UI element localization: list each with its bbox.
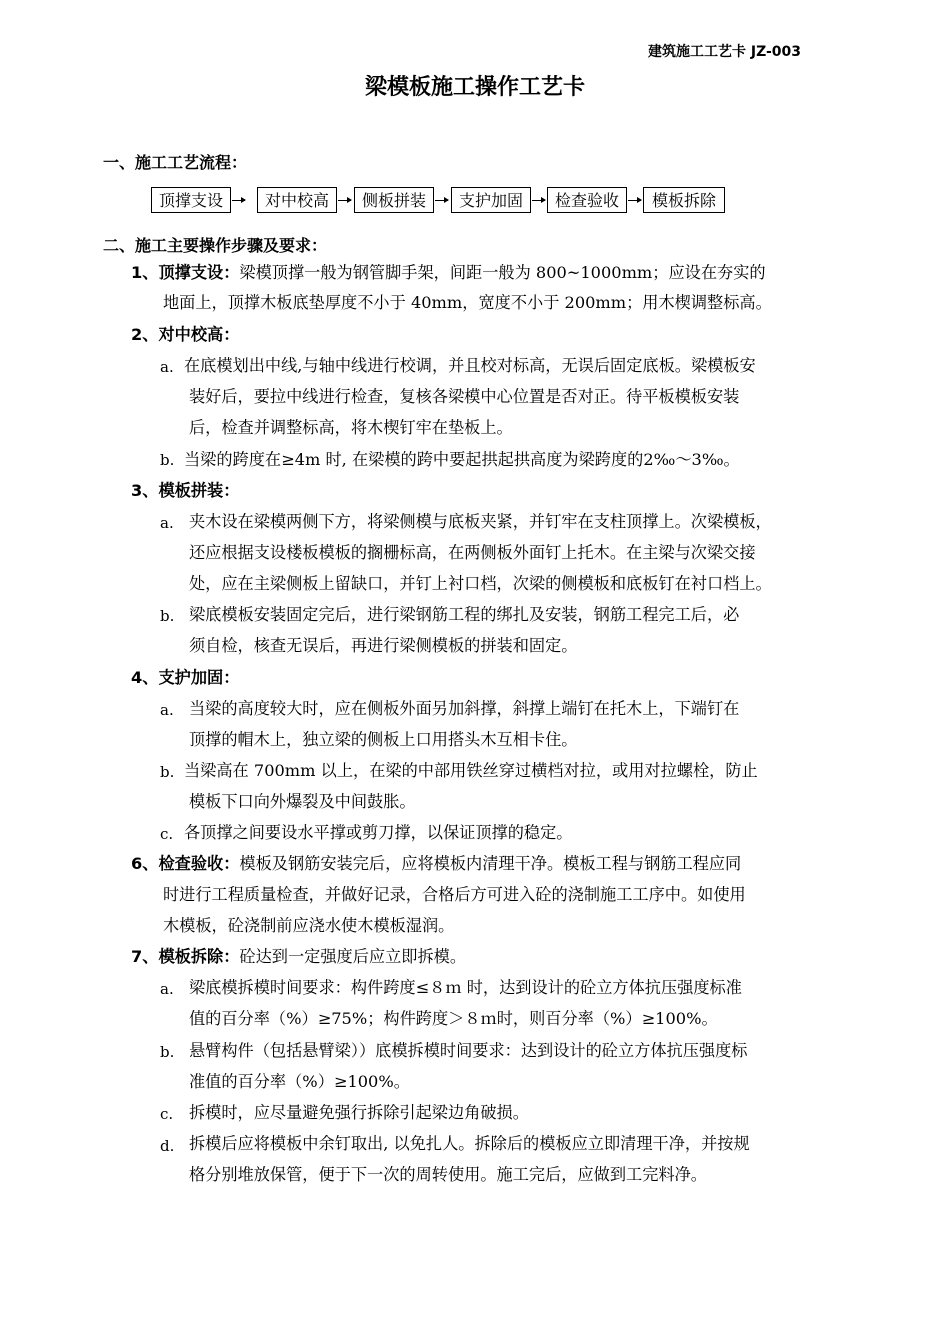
step-3b-line-1: 梁底模板安装固定完后，进行梁钢筋工程的绑扎及安装，钢筋工程完工后，必 (189, 605, 740, 624)
step-1-line-1 (131, 262, 766, 284)
flow-step-6: 模板拆除 (643, 187, 725, 213)
step-1-label: 1、顶撑支设： (131, 263, 240, 282)
flow-arrow-icon (338, 200, 351, 201)
step-6-line-3: 木模板，砼浇制前应浇水使木模板湿润。 (163, 916, 455, 935)
flow-step-5: 检查验收 (547, 187, 627, 213)
document-code: 建筑施工工艺卡 JZ-003 (648, 44, 802, 60)
section-2-heading: 二、施工主要操作步骤及要求： (103, 236, 328, 255)
flow-arrow-icon (435, 200, 448, 201)
step-7b-marker: b. (160, 1043, 175, 1061)
step-4-label: 4、支护加固： (131, 668, 240, 687)
step-7a-line-2: 值的百分率（%）≥75%；构件跨度＞８ｍ时，则百分率（%）≥100%。 (189, 1009, 718, 1028)
step-2-label: 2、对中校高： (131, 325, 240, 344)
step-7-text-1: 砼达到一定强度后应立即拆模。 (239, 947, 467, 966)
flow-step-3: 侧板拼装 (354, 187, 434, 213)
step-2a-line-2: 装好后，要拉中线进行检查，复核各梁模中心位置是否对正。待平板模板安装 (189, 387, 740, 406)
step-6-line-1 (131, 853, 741, 875)
step-7-label: 7、模板拆除： (131, 947, 240, 966)
step-7c-line-1: 拆模时，应尽量避免强行拆除引起梁边角破损。 (189, 1103, 529, 1122)
step-3-label: 3、模板拼装： (131, 481, 240, 500)
step-2a-line-3: 后，检查并调整标高，将木楔钉牢在垫板上。 (189, 418, 513, 437)
step-7d-marker: d. (160, 1137, 175, 1155)
step-2a-marker: a. (160, 358, 174, 376)
step-1-line-2: 地面上，顶撑木板底垫厚度不小于 40mm，宽度不小于 200mm；用木楔调整标高。 (163, 293, 772, 312)
step-3a-marker: a. (160, 514, 174, 532)
step-4a-marker: a. (160, 701, 174, 719)
step-3a-line-1: 夹木设在梁模两侧下方，将梁侧模与底板夹紧，并钉牢在支柱顶撑上。次梁模板， (189, 512, 772, 531)
flow-step-4: 支护加固 (451, 187, 531, 213)
step-7b-line-2: 准值的百分率（%）≥100%。 (189, 1072, 410, 1091)
flow-arrow-icon (232, 200, 245, 201)
step-4c-line-1: 各顶撑之间要设水平撑或剪刀撑，以保证顶撑的稳定。 (184, 823, 573, 842)
step-3a-line-2: 还应根据支设楼板模板的搁栅标高，在两侧板外面钉上托木。在主梁与次梁交接 (189, 543, 756, 562)
page-title: 梁模板施工操作工艺卡 (364, 75, 585, 100)
step-3b-marker: b. (160, 607, 175, 625)
flow-step-1: 顶撑支设 (151, 187, 231, 213)
step-2b-line-1: 当梁的跨度在≥4m 时, 在梁模的跨中要起拱起拱高度为梁跨度的2‰～3‰。 (184, 450, 740, 469)
step-6-label: 6、检查验收： (131, 854, 240, 873)
step-3a-line-3: 处，应在主梁侧板上留缺口，并钉上衬口档，次梁的侧模板和底板钉在衬口档上。 (189, 574, 772, 593)
process-flow (151, 187, 731, 217)
step-7a-line-1: 梁底模拆模时间要求：构件跨度≤８ｍ 时，达到设计的砼立方体抗压强度标准 (189, 978, 742, 997)
step-4c-marker: c. (160, 825, 174, 843)
flow-step-2: 对中校高 (257, 187, 337, 213)
step-7a-marker: a. (160, 980, 174, 998)
step-6-line-2: 时进行工程质量检查，并做好记录，合格后方可进入砼的浇制施工工序中。如使用 (163, 885, 746, 904)
step-2a-line-1: 在底模划出中线,与轴中线进行校调，并且校对标高，无误后固定底板。梁模板安 (184, 356, 756, 375)
step-7-line-1 (131, 946, 466, 968)
step-2b-marker: b. (160, 451, 175, 469)
step-7d-line-1: 拆模后应将模板中余钉取出, 以免扎人。拆除后的模板应立即清理干净，并按规 (189, 1134, 750, 1153)
flow-arrow-icon (628, 200, 641, 201)
step-3b-line-2: 须自检，核查无误后，再进行梁侧模板的拼装和固定。 (189, 636, 578, 655)
section-1-heading: 一、施工工艺流程： (103, 153, 248, 172)
step-4a-line-2: 顶撑的帽木上，独立梁的侧板上口用搭头木互相卡住。 (189, 730, 578, 749)
step-4b-line-1: 当梁高在 700mm 以上，在梁的中部用铁丝穿过横档对拉，或用对拉螺栓，防止 (184, 761, 758, 780)
step-7b-line-1: 悬臂构件（包括悬臂梁））底模拆模时间要求：达到设计的砼立方体抗压强度标 (189, 1041, 748, 1060)
flow-arrow-icon (532, 200, 545, 201)
step-7c-marker: c. (160, 1105, 174, 1123)
step-6-text-1: 模板及钢筋安装完后，应将模板内清理干净。模板工程与钢筋工程应同 (239, 854, 742, 873)
step-4b-marker: b. (160, 763, 175, 781)
step-4b-line-2: 模板下口向外爆裂及中间鼓胀。 (189, 792, 416, 811)
step-7d-line-2: 格分别堆放保管，便于下一次的周转使用。施工完后，应做到工完料净。 (189, 1165, 707, 1184)
step-1-text-1: 梁模顶撑一般为钢管脚手架，间距一般为 800~1000mm；应设在夯实的 (239, 263, 766, 282)
step-4a-line-1: 当梁的高度较大时，应在侧板外面另加斜撑，斜撑上端钉在托木上，下端钉在 (189, 699, 740, 718)
